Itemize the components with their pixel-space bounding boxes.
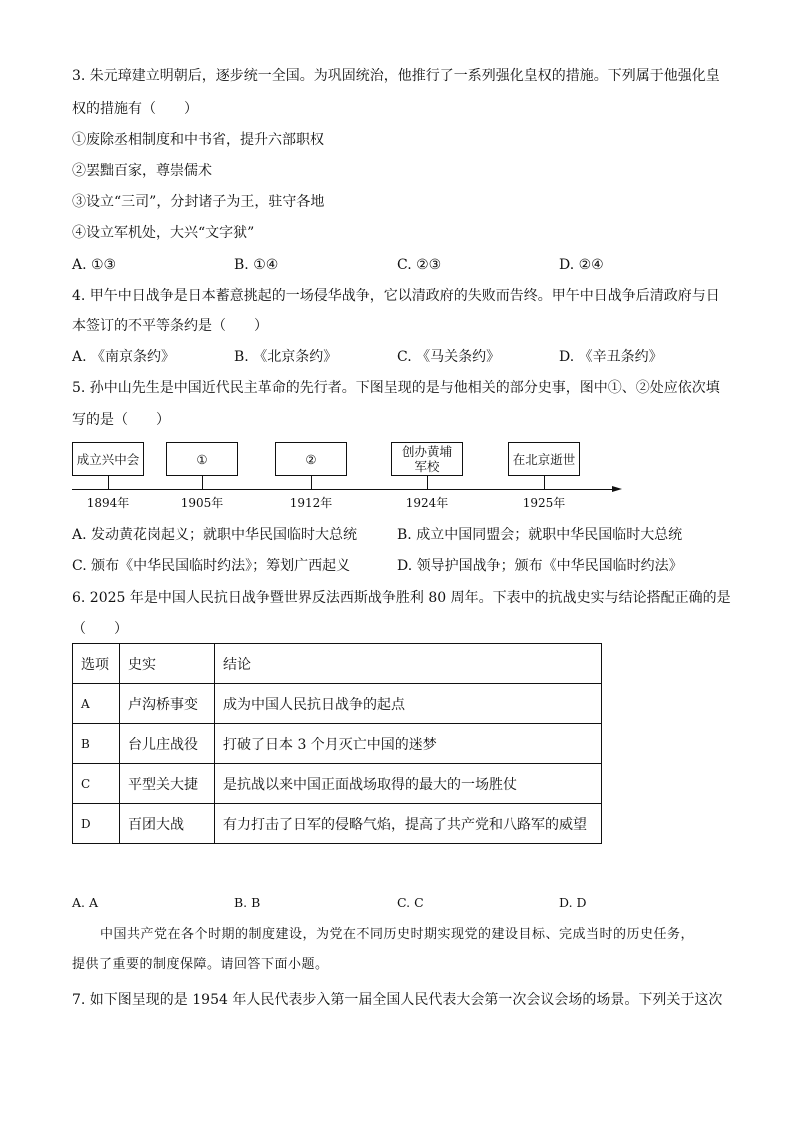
q4-option-c[interactable]: C. 《马关条约》	[397, 349, 501, 365]
material-line1: 中国共产党在各个时期的制度建设，为党在不同历史时期实现党的建设目标、完成当时的历史任务，	[100, 927, 695, 942]
sun-yatsen-timeline	[72, 442, 632, 514]
table-header-cell: 史实	[120, 644, 215, 684]
q3-stem-line2: 权的措施有（ ）	[72, 101, 198, 117]
q3-statement-2: ②罢黜百家，尊崇儒术	[72, 163, 212, 179]
timeline-label: 在北京逝世	[512, 451, 576, 467]
q3-stem-line1: 3. 朱元璋建立明朝后，逐步统一全国。为巩固统治，他推行了一系列强化皇权的措施。下列属于他强化皇	[72, 68, 720, 84]
q3-statement-3: ③设立“三司”，分封诸子为王，驻守各地	[72, 194, 325, 210]
timeline-arrow-icon	[612, 486, 622, 492]
q6-option-a[interactable]: A. A	[72, 895, 99, 910]
timeline-event-1912	[275, 442, 347, 476]
table-cell: 打破了日本 3 个月灭亡中国的迷梦	[215, 724, 602, 764]
material-line2: 提供了重要的制度保障。请回答下面小题。	[72, 957, 329, 972]
table-cell: 台儿庄战役	[120, 724, 215, 764]
q3-option-a[interactable]: A. ①③	[72, 257, 117, 273]
q4-option-d[interactable]: D. 《辛丑条约》	[559, 349, 663, 365]
table-cell: B	[73, 724, 120, 764]
timeline-label: ②	[305, 451, 317, 467]
timeline-tick	[311, 476, 312, 489]
table-cell: 是抗战以来中国正面战场取得的最大的一场胜仗	[215, 764, 602, 804]
q6-option-c[interactable]: C. C	[397, 895, 424, 910]
timeline-label: 成立兴中会	[76, 451, 140, 467]
timeline-tick	[544, 476, 545, 489]
timeline-axis	[72, 489, 612, 490]
table-cell: C	[73, 764, 120, 804]
timeline-event-1924	[391, 442, 463, 476]
q6-stem-line1: 6. 2025 年是中国人民抗日战争暨世界反法西斯战争胜利 80 周年。下表中的抗战史实与结论搭配正确的是	[72, 590, 731, 606]
q5-stem-line1: 5. 孙中山先生是中国近代民主革命的先行者。下图呈现的是与他相关的部分史事，图中①、②处应依次填	[72, 380, 720, 396]
table-row	[73, 804, 602, 844]
q3-option-c[interactable]: C. ②③	[397, 257, 442, 273]
q5-option-b[interactable]: B. 成立中国同盟会；就职中华民国临时大总统	[397, 527, 683, 543]
q5-option-a[interactable]: A. 发动黄花岗起义；就职中华民国临时大总统	[72, 527, 358, 543]
table-header-row	[73, 644, 602, 684]
q5-option-c[interactable]: C. 颁布《中华民国临时约法》；筹划广西起义	[72, 558, 351, 574]
q3-option-d[interactable]: D. ②④	[559, 257, 604, 273]
timeline-year-1894: 1894年	[86, 496, 130, 510]
timeline-year-1924: 1924年	[405, 496, 449, 510]
table-cell: A	[73, 684, 120, 724]
timeline-event-1905	[166, 442, 238, 476]
table-cell: 成为中国人民抗日战争的起点	[215, 684, 602, 724]
q6-table	[72, 643, 602, 844]
q3-option-b[interactable]: B. ①④	[234, 257, 279, 273]
timeline-label: ①	[196, 451, 208, 467]
timeline-event-1894	[72, 442, 144, 476]
q5-option-d[interactable]: D. 领导护国战争；颁布《中华民国临时约法》	[397, 558, 683, 574]
q3-statement-4: ④设立军机处，大兴“文字狱”	[72, 225, 255, 241]
q4-option-a[interactable]: A. 《南京条约》	[72, 349, 176, 365]
q6-option-b[interactable]: B. B	[234, 895, 261, 910]
timeline-year-1925: 1925年	[522, 496, 566, 510]
timeline-tick	[427, 476, 428, 489]
q5-stem-line2: 写的是（ ）	[72, 412, 170, 428]
table-cell: 百团大战	[120, 804, 215, 844]
q4-stem-line1: 4. 甲午中日战争是日本蓄意挑起的一场侵华战争，它以清政府的失败而告终。甲午中日战争后清政府与日	[72, 288, 720, 304]
timeline-tick	[108, 476, 109, 489]
table-cell: 平型关大捷	[120, 764, 215, 804]
q6-stem-line2: （ ）	[72, 621, 128, 637]
table-row	[73, 684, 602, 724]
q3-statement-1: ①废除丞相制度和中书省，提升六部职权	[72, 132, 324, 148]
q4-option-b[interactable]: B. 《北京条约》	[234, 349, 338, 365]
table-row	[73, 724, 602, 764]
table-header-cell: 选项	[73, 644, 120, 684]
table-cell: 有力打击了日军的侵略气焰，提高了共产党和八路军的威望	[215, 804, 602, 844]
timeline-year-1905: 1905年	[180, 496, 224, 510]
timeline-label: 创办黄埔 军校	[401, 444, 452, 474]
timeline-year-1912: 1912年	[289, 496, 333, 510]
timeline-event-1925	[508, 442, 580, 476]
timeline-tick	[202, 476, 203, 489]
q7-stem-line1: 7. 如下图呈现的是 1954 年人民代表步入第一届全国人民代表大会第一次会议会场的场景。下列关于这次	[72, 992, 723, 1008]
table-row	[73, 764, 602, 804]
table-cell: 卢沟桥事变	[120, 684, 215, 724]
table-cell: D	[73, 804, 120, 844]
table-header-cell: 结论	[215, 644, 602, 684]
q6-option-d[interactable]: D. D	[559, 895, 587, 910]
q4-stem-line2: 本签订的不平等条约是（ ）	[72, 318, 268, 334]
